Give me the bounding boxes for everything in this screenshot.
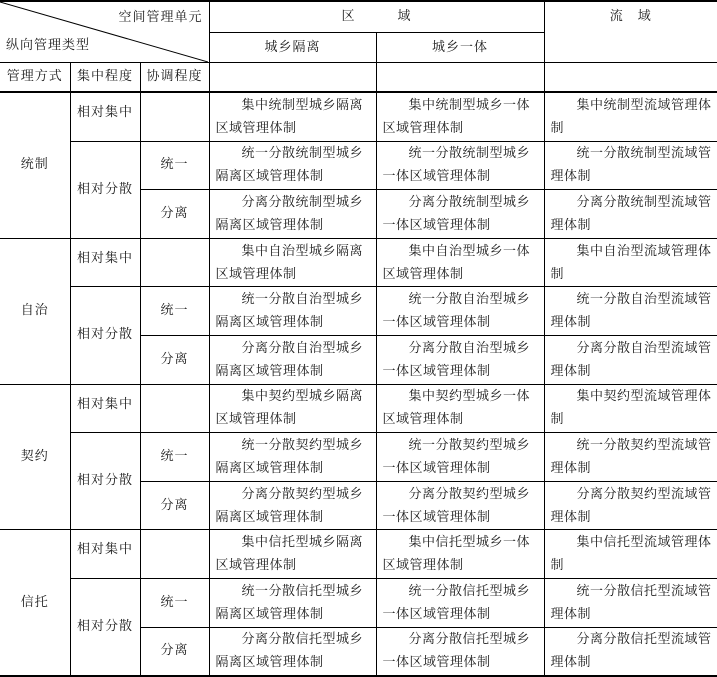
urban-rural-separated-cell [209, 433, 376, 482]
coordination-cell: 分离 [140, 190, 209, 239]
urban-rural-separated-cell [209, 92, 376, 141]
urban-rural-separated-cell-text: 统一分散统制型城乡隔离区域管理体制 [215, 146, 364, 185]
basin-cell [544, 335, 717, 384]
management-mode-cell: 信托 [0, 530, 70, 676]
concentration-cell: 相对集中 [70, 92, 140, 141]
coordination-cell: 统一 [140, 433, 209, 482]
urban-rural-integrated-cell-text: 集中统制型城乡一体区域管理体制 [382, 97, 531, 136]
urban-rural-separated-cell-text: 集中契约型城乡隔离区域管理体制 [215, 389, 364, 428]
urban-rural-separated-cell [209, 384, 376, 433]
urban-rural-integrated-cell-text: 集中契约型城乡一体区域管理体制 [382, 389, 531, 428]
basin-cell [544, 92, 717, 141]
basin-cell [544, 481, 717, 530]
coordination-cell [140, 238, 209, 287]
vertical-type-label: 纵向管理类型 [6, 38, 91, 53]
basin-cell [544, 530, 717, 579]
table-row [0, 384, 717, 433]
basin-cell-text: 分离分散契约型流域管理体制 [550, 486, 712, 525]
basin-cell-text: 集中信托型流域管理体制 [550, 535, 712, 574]
concentration-cell: 相对分散 [70, 578, 140, 676]
basin-cell [544, 141, 717, 190]
table-row [0, 92, 717, 141]
table-row [0, 578, 717, 627]
basin-cell [544, 287, 717, 336]
urban-rural-separated-cell-text: 集中统制型城乡隔离区域管理体制 [215, 97, 364, 136]
concentration-cell: 相对分散 [70, 433, 140, 530]
management-mode-header: 管理方式 [0, 63, 70, 93]
urban-rural-separated-cell-text: 分离分散统制型城乡隔离区域管理体制 [215, 194, 364, 233]
concentration-header: 集中程度 [70, 63, 140, 93]
spatial-unit-label: 空间管理单元 [118, 10, 203, 25]
basin-cell-text: 统一分散自治型流域管理体制 [550, 292, 712, 331]
urban-rural-integrated-cell-text: 统一分散信托型城乡一体区域管理体制 [382, 583, 531, 622]
header-row-1 [0, 1, 717, 33]
urban-rural-separated-cell-text: 集中信托型城乡隔离区域管理体制 [215, 535, 364, 574]
urban-rural-separated-cell [209, 287, 376, 336]
urban-rural-separated-cell-text: 分离分散信托型城乡隔离区域管理体制 [215, 632, 364, 671]
urban-rural-integrated-cell [376, 141, 544, 190]
coordination-cell: 分离 [140, 335, 209, 384]
urban-rural-integrated-cell-text: 统一分散统制型城乡一体区域管理体制 [382, 146, 531, 185]
basin-cell-text: 统一分散统制型流域管理体制 [550, 146, 712, 185]
management-mode-cell: 统制 [0, 92, 70, 238]
urban-rural-separated-cell [209, 481, 376, 530]
header-blank-cell [209, 63, 376, 93]
table-row [0, 238, 717, 287]
coordination-header: 协调程度 [140, 63, 209, 93]
basin-cell-text: 分离分散信托型流域管理体制 [550, 632, 712, 671]
urban-rural-integrated-cell [376, 92, 544, 141]
urban-rural-integrated-cell [376, 384, 544, 433]
basin-cell [544, 433, 717, 482]
coordination-cell [140, 530, 209, 579]
header-row-3 [0, 63, 717, 93]
urban-rural-integrated-cell [376, 481, 544, 530]
urban-rural-separated-cell [209, 530, 376, 579]
concentration-cell: 相对分散 [70, 287, 140, 384]
urban-rural-separated-cell-text: 统一分散契约型城乡隔离区域管理体制 [215, 437, 364, 476]
urban-rural-separated-cell [209, 238, 376, 287]
management-mode-cell: 契约 [0, 384, 70, 530]
table-row [0, 530, 717, 579]
basin-cell [544, 238, 717, 287]
coordination-cell: 统一 [140, 578, 209, 627]
urban-rural-separated-cell [209, 335, 376, 384]
urban-rural-integrated-cell-text: 分离分散信托型城乡一体区域管理体制 [382, 632, 531, 671]
urban-rural-integrated-cell [376, 287, 544, 336]
header-blank-cell [376, 63, 544, 93]
basin-cell-text: 分离分散自治型流域管理体制 [550, 340, 712, 379]
urban-rural-separated-cell-text: 分离分散契约型城乡隔离区域管理体制 [215, 486, 364, 525]
concentration-cell: 相对分散 [70, 141, 140, 238]
basin-cell-text: 统一分散契约型流域管理体制 [550, 437, 712, 476]
basin-cell-text: 集中统制型流域管理体制 [550, 97, 712, 136]
basin-cell-text: 集中契约型流域管理体制 [550, 389, 712, 428]
basin-cell [544, 190, 717, 239]
basin-cell [544, 627, 717, 676]
urban-rural-integrated-cell [376, 190, 544, 239]
urban-rural-integrated-cell-text: 集中信托型城乡一体区域管理体制 [382, 535, 531, 574]
urban-rural-separated-cell-text: 分离分散自治型城乡隔离区域管理体制 [215, 340, 364, 379]
urban-rural-integrated-header: 城乡一体 [376, 33, 544, 63]
coordination-cell: 统一 [140, 141, 209, 190]
urban-rural-integrated-cell-text: 分离分散统制型城乡一体区域管理体制 [382, 194, 531, 233]
urban-rural-separated-cell-text: 统一分散自治型城乡隔离区域管理体制 [215, 292, 364, 331]
urban-rural-integrated-cell-text: 统一分散契约型城乡一体区域管理体制 [382, 437, 531, 476]
table-row [0, 287, 717, 336]
management-mode-cell: 自治 [0, 238, 70, 384]
table-row [0, 141, 717, 190]
basin-cell [544, 578, 717, 627]
table-row [0, 433, 717, 482]
urban-rural-integrated-cell [376, 578, 544, 627]
basin-cell [544, 384, 717, 433]
urban-rural-separated-cell [209, 141, 376, 190]
urban-rural-integrated-cell [376, 433, 544, 482]
urban-rural-integrated-cell [376, 627, 544, 676]
coordination-cell [140, 92, 209, 141]
concentration-cell: 相对集中 [70, 238, 140, 287]
header-blank-cell [544, 63, 717, 93]
urban-rural-integrated-cell-text: 分离分散自治型城乡一体区域管理体制 [382, 340, 531, 379]
basin-cell-text: 集中自治型流域管理体制 [550, 243, 712, 282]
urban-rural-separated-cell-text: 统一分散信托型城乡隔离区域管理体制 [215, 583, 364, 622]
basin-cell-text: 统一分散信托型流域管理体制 [550, 583, 712, 622]
urban-rural-separated-cell [209, 578, 376, 627]
urban-rural-integrated-cell [376, 530, 544, 579]
basin-header: 流 域 [544, 1, 717, 63]
concentration-cell: 相对集中 [70, 384, 140, 433]
urban-rural-integrated-cell [376, 238, 544, 287]
urban-rural-separated-header: 城乡隔离 [209, 33, 376, 63]
coordination-cell: 分离 [140, 481, 209, 530]
urban-rural-separated-cell [209, 627, 376, 676]
urban-rural-integrated-cell-text: 集中自治型城乡一体区域管理体制 [382, 243, 531, 282]
region-header: 区 域 [209, 1, 544, 33]
urban-rural-integrated-cell-text: 分离分散契约型城乡一体区域管理体制 [382, 486, 531, 525]
basin-cell-text: 分离分散统制型流域管理体制 [550, 194, 712, 233]
diagonal-header-cell [0, 1, 209, 63]
urban-rural-integrated-cell-text: 统一分散自治型城乡一体区域管理体制 [382, 292, 531, 331]
concentration-cell: 相对集中 [70, 530, 140, 579]
urban-rural-separated-cell [209, 190, 376, 239]
urban-rural-integrated-cell [376, 335, 544, 384]
coordination-cell: 统一 [140, 287, 209, 336]
urban-rural-separated-cell-text: 集中自治型城乡隔离区域管理体制 [215, 243, 364, 282]
coordination-cell: 分离 [140, 627, 209, 676]
coordination-cell [140, 384, 209, 433]
